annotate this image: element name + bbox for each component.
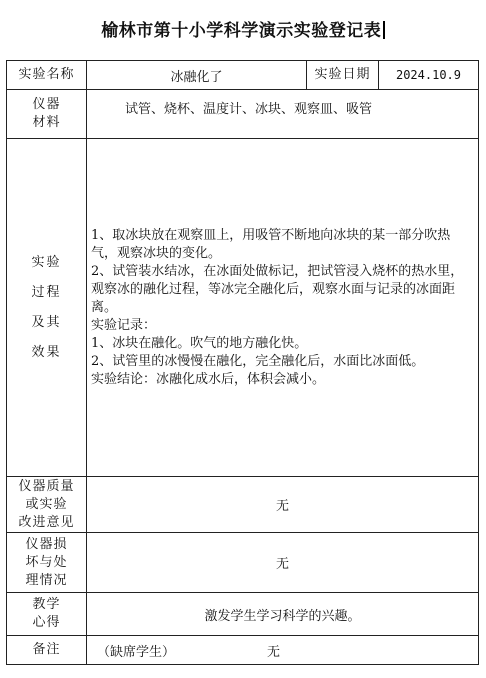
reflection-label-line: 心得 bbox=[32, 615, 61, 630]
quality-label bbox=[7, 477, 87, 533]
page-title bbox=[0, 16, 486, 41]
damage-label-line: 坏与处 bbox=[25, 554, 68, 570]
row-experiment-name bbox=[7, 61, 479, 90]
process-line: 实验记录： bbox=[91, 317, 157, 333]
experiment-name-label: 实验名称 bbox=[7, 61, 87, 90]
registration-table bbox=[6, 60, 479, 665]
reflection-value[interactable]: 激发学生学习科学的兴趣。 bbox=[87, 593, 479, 636]
damage-value[interactable]: 无 bbox=[87, 533, 479, 593]
damage-label bbox=[7, 533, 87, 593]
experiment-date-value[interactable]: 2024.10.9 bbox=[379, 61, 479, 90]
quality-value[interactable]: 无 bbox=[87, 477, 479, 533]
materials-text: 试管、烧杯、温度计、冰块、观察皿、吸管 bbox=[125, 101, 373, 117]
experiment-date-label: 实验日期 bbox=[307, 61, 379, 90]
quality-label-line: 仪器质量 bbox=[18, 478, 75, 494]
process-line: 1、取冰块放在观察皿上，用吸管不断地向冰块的某一部分吹热气，观察冰块的变化。 bbox=[91, 227, 451, 261]
text-cursor bbox=[383, 21, 385, 39]
row-quality bbox=[7, 477, 479, 533]
row-reflection bbox=[7, 593, 479, 636]
quality-label-line: 改进意见 bbox=[18, 514, 75, 530]
process-line: 实验结论：冰融化成水后，体积会减小。 bbox=[91, 371, 326, 387]
remarks-value[interactable] bbox=[87, 636, 479, 665]
process-line: 1、冰块在融化。吹气的地方融化快。 bbox=[91, 335, 308, 351]
row-damage bbox=[7, 533, 479, 593]
process-label bbox=[7, 139, 87, 477]
reflection-label-line: 教学 bbox=[32, 597, 61, 612]
title-text: 榆林市第十小学科学演示实验登记表 bbox=[101, 21, 382, 41]
materials-label bbox=[7, 90, 87, 139]
process-line: 2、试管里的冰慢慢在融化，完全融化后，水面比冰面低。 bbox=[91, 353, 425, 369]
damage-label-line: 仪器损 bbox=[25, 536, 68, 552]
materials-label-line: 仪器 bbox=[32, 97, 61, 112]
process-content[interactable] bbox=[87, 139, 479, 477]
remarks-prefix: （缺席学生） bbox=[97, 644, 176, 660]
reflection-label bbox=[7, 593, 87, 636]
process-label-line: 过程 bbox=[31, 284, 62, 300]
process-line: 2、试管装水结冰，在冰面处做标记，把试管浸入烧杯的热水里，观察冰的融化过程，等冰完全融化后，观察水面与记录的冰面距离。 bbox=[91, 263, 464, 315]
materials-value[interactable] bbox=[87, 90, 479, 139]
process-label-line: 及其 bbox=[31, 314, 62, 330]
quality-label-line: 或实验 bbox=[25, 496, 68, 512]
row-materials bbox=[7, 90, 479, 139]
remarks-label: 备注 bbox=[7, 636, 87, 665]
damage-label-line: 理情况 bbox=[25, 572, 68, 588]
row-remarks bbox=[7, 636, 479, 665]
experiment-name-value[interactable]: 冰融化了 bbox=[87, 61, 307, 90]
materials-label-line: 材料 bbox=[32, 115, 61, 130]
process-label-line: 实验 bbox=[31, 254, 62, 270]
remarks-text: 无 bbox=[267, 644, 281, 660]
row-process bbox=[7, 139, 479, 477]
process-label-line: 效果 bbox=[31, 344, 62, 360]
